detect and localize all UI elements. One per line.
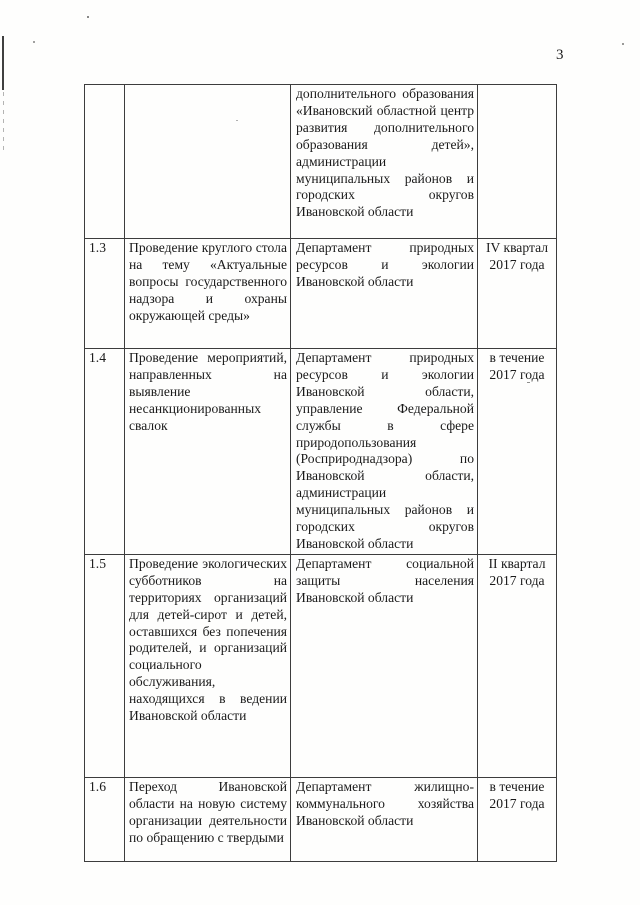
cell-number: 1.3	[85, 239, 125, 349]
cell-activity	[125, 85, 291, 239]
cell-activity: Проведение круглого стола на тему «Актуальные вопросы государственного надзора и охраны окружающей среды»	[125, 239, 291, 349]
cell-responsible: дополнительного образования «Ивановский областной центр развития дополнительного образования детей», администрации муниципальных районов и городских округов Ивановской области	[291, 85, 478, 239]
cell-activity: Проведение экологических субботников на территориях организаций для детей-сирот и детей, оставшихся без попечения родителей, и организаций социального обслуживания, находящихся в ведении Ивановской области	[125, 554, 291, 777]
measures-table	[84, 84, 557, 862]
scan-artifact	[33, 41, 35, 43]
scan-artifact	[87, 16, 89, 18]
cell-period: II квартал 2017 года	[478, 554, 557, 777]
cell-activity: Переход Ивановской области на новую систему организации деятельности по обращению с твердыми	[125, 777, 291, 861]
table-row-1-6	[85, 777, 557, 861]
cell-number: 1.5	[85, 554, 125, 777]
table-row-1-3	[85, 239, 557, 349]
cell-number: 1.6	[85, 777, 125, 861]
cell-number: 1.4	[85, 349, 125, 555]
cell-period: в течение 2017 года	[478, 777, 557, 861]
cell-period	[478, 85, 557, 239]
cell-number	[85, 85, 125, 239]
cell-activity: Проведение мероприятий, направленных на выявление несанкционированных свалок	[125, 349, 291, 555]
table-row-continuation	[85, 85, 557, 239]
scan-artifact	[622, 43, 624, 45]
scan-artifact	[2, 36, 4, 90]
scan-artifact	[3, 92, 4, 150]
page-number: 3	[556, 47, 564, 63]
table-row-1-5	[85, 554, 557, 777]
cell-period: в течение 2017 года	[478, 349, 557, 555]
cell-responsible: Департамент природных ресурсов и экологии Ивановской области	[291, 239, 478, 349]
table-row-1-4	[85, 349, 557, 555]
cell-responsible: Департамент социальной защиты населения Ивановской области	[291, 554, 478, 777]
cell-responsible: Департамент природных ресурсов и экологии Ивановской области, управление Федеральной службы в сфере природопользования (Росприроднадзора) по Ивановской области, администрации муниципальных районов и городских округов Ивановской области	[291, 349, 478, 555]
cell-responsible: Департамент жилищно-коммунального хозяйства Ивановской области	[291, 777, 478, 861]
cell-period: IV квартал 2017 года	[478, 239, 557, 349]
